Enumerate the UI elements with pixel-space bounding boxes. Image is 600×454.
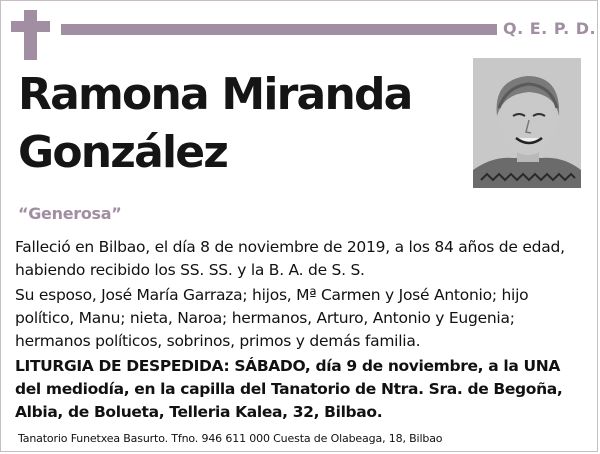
- nickname: “Generosa”: [18, 204, 122, 223]
- family-list: Su esposo, José María Garraza; hijos, Mª Carmen y José Antonio; hijo político, Manu; nieta, Naroa; hermanos, Arturo, Antonio y Eugenia; hermanos políticos, sobrinos, primos y demás familia.: [15, 286, 529, 350]
- death-announcement: Falleció en Bilbao, el día 8 de noviembre de 2019, a los 84 años de edad, habiendo recibido los SS. SS. y la B. A. de S. S.: [15, 238, 565, 279]
- name-line-1: Ramona Miranda: [18, 69, 412, 120]
- cross-icon: [24, 10, 37, 60]
- qepd-label: Q. E. P. D.: [503, 19, 597, 38]
- name-line-2: González: [18, 127, 228, 178]
- header-rule: [61, 24, 497, 35]
- funeral-service-info: LITURGIA DE DESPEDIDA: SÁBADO, día 9 de noviembre, a la UNA del mediodía, en la capilla del Tanatorio de Ntra. Sra. de Begoña, Albia, de Bolueta, Telleria Kalea, 32, Bilbao.: [15, 357, 563, 421]
- portrait-image: [473, 58, 581, 188]
- cross-icon-bar: [11, 21, 50, 32]
- deceased-name: [18, 66, 458, 182]
- funeral-home-info: Tanatorio Funetxea Basurto. Tfno. 946 611 000 Cuesta de Olabeaga, 18, Bilbao: [18, 432, 443, 445]
- portrait-photo: [473, 58, 581, 188]
